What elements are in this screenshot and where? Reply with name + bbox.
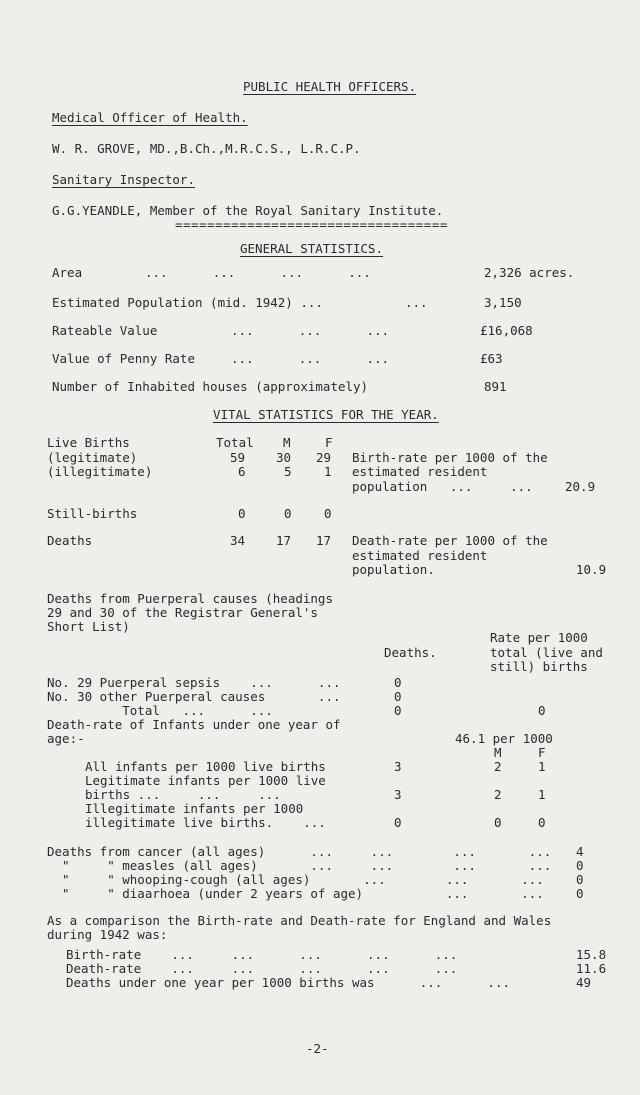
illegit-infants-label-1: Illegitimate infants per 1000 (85, 801, 304, 816)
still-total: 0 (238, 506, 246, 521)
area-label: Area (52, 265, 83, 280)
deaths-header: Deaths. (384, 645, 437, 660)
all-infants-f: 1 (538, 759, 546, 774)
legit-m: 30 (276, 450, 292, 465)
population-dots: ... (405, 295, 428, 310)
eng-infant-deaths-value: 49 (576, 975, 592, 990)
rateable-value: £16,068 (480, 323, 533, 338)
all-infants-total: 3 (394, 759, 402, 774)
eng-birth-rate-value: 15.8 (576, 947, 607, 962)
inhabited-label: Number of Inhabited houses (approximately) (52, 379, 369, 394)
cancer-deaths-value: 4 (576, 844, 584, 859)
area-dots: ... ... ... ... (145, 265, 371, 280)
rate-header-1: Rate per 1000 (490, 630, 588, 645)
puerperal-intro-1: Deaths from Puerperal causes (headings (47, 591, 333, 606)
puerperal-row-label: No. 30 other Puerperal causes ... (47, 689, 341, 704)
birth-rate-line1: Birth-rate per 1000 of the (352, 450, 548, 465)
eng-birth-rate-label: Birth-rate ... ... ... ... ... (66, 947, 458, 962)
diarrhoea-deaths-label: " " diaarhoea (under 2 years of age) ... ... (47, 886, 544, 901)
rateable-label: Rateable Value (52, 323, 158, 338)
puerperal-intro-2: 29 and 30 of the Registrar General's (47, 605, 318, 620)
officers-title: PUBLIC HEALTH OFFICERS. (243, 79, 417, 94)
col-m: M (283, 435, 291, 450)
whooping-cough-deaths-value: 0 (576, 872, 584, 887)
legit-total: 59 (230, 450, 246, 465)
legit-infants-label-1: Legitimate infants per 1000 live (85, 773, 326, 788)
birth-rate-value: 20.9 (565, 479, 596, 494)
legit-f: 29 (316, 450, 332, 465)
legit-infants-m: 2 (494, 787, 502, 802)
area-value: 2,326 acres. (484, 265, 575, 280)
illegit-f: 1 (324, 464, 332, 479)
illegit-infants-label-2: illegitimate live births. ... (85, 815, 326, 830)
measles-deaths-value: 0 (576, 858, 584, 873)
deaths-f: 17 (316, 533, 332, 548)
penny-rate-dots: ... ... ... (231, 351, 390, 366)
measles-deaths-label: " " measles (all ages) ... ... ... ... (47, 858, 552, 873)
rate-header-3: still) births (490, 659, 588, 674)
puerperal-row-label: No. 29 Puerperal sepsis ... ... (47, 675, 341, 690)
deaths-label: Deaths (47, 533, 93, 548)
legit-infants-total: 3 (394, 787, 402, 802)
death-rate-line2: estimated resident (352, 548, 488, 563)
rateable-dots: ... ... ... (231, 323, 390, 338)
puerperal-row-deaths: 0 (394, 689, 402, 704)
puerperal-intro-3: Short List) (47, 619, 130, 634)
legit-infants-label-2: births ... ... ... (85, 787, 281, 802)
still-births-label: Still-births (47, 506, 138, 521)
illegit-infants-f: 0 (538, 815, 546, 830)
all-infants-m: 2 (494, 759, 502, 774)
inhabited-value: 891 (484, 379, 507, 394)
comparison-intro-1: As a comparison the Birth-rate and Death-rate for England and Wales (47, 913, 552, 928)
si-name: G.G.YEANDLE, Member of the Royal Sanitary Institute. (52, 203, 444, 218)
eng-death-rate-value: 11.6 (576, 961, 607, 976)
illegit-total: 6 (238, 464, 246, 479)
puerperal-row-deaths: 0 (394, 675, 402, 690)
rate-header-2: total (live and (490, 645, 603, 660)
cancer-deaths-label: Deaths from cancer (all ages) ... ... ... ... (47, 844, 552, 859)
general-title: GENERAL STATISTICS. (240, 241, 383, 256)
si-heading: Sanitary Inspector. (52, 172, 195, 187)
moh-heading: Medical Officer of Health. (52, 110, 248, 125)
death-rate-line3: population. (352, 562, 435, 577)
col-f: F (325, 435, 333, 450)
still-f: 0 (324, 506, 332, 521)
whooping-cough-deaths-label: " " whooping-cough (all ages) ... ... ... (47, 872, 544, 887)
moh-name: W. R. GROVE, MD.,B.Ch.,M.R.C.S., L.R.C.P. (52, 141, 361, 156)
illegit-infants-total: 0 (394, 815, 402, 830)
col-total: Total (216, 435, 254, 450)
deaths-m: 17 (276, 533, 292, 548)
infant-col-f: F (538, 745, 546, 760)
infant-rate-line2: age:- (47, 731, 85, 746)
page-number: -2- (306, 1041, 329, 1056)
penny-rate-value: £63 (480, 351, 503, 366)
deaths-total: 34 (230, 533, 246, 548)
illegit-m: 5 (284, 464, 292, 479)
eng-infant-deaths-label: Deaths under one year per 1000 births was ... ... (66, 975, 511, 990)
comparison-intro-2: during 1942 was: (47, 927, 168, 942)
population-value: 3,150 (484, 295, 522, 310)
death-rate-value: 10.9 (576, 562, 607, 577)
divider: ================================== (175, 217, 448, 232)
puerperal-total-rate: 0 (538, 703, 546, 718)
illegitimate-label: (illegitimate) (47, 464, 153, 479)
penny-rate-label: Value of Penny Rate (52, 351, 195, 366)
diarrhoea-deaths-value: 0 (576, 886, 584, 901)
illegit-infants-m: 0 (494, 815, 502, 830)
death-rate-line1: Death-rate per 1000 of the (352, 533, 548, 548)
infant-col-m: M (494, 745, 502, 760)
birth-rate-line2: estimated resident (352, 464, 488, 479)
infant-rate-line1: Death-rate of Infants under one year of (47, 717, 341, 732)
puerperal-total-deaths: 0 (394, 703, 402, 718)
legitimate-label: (legitimate) (47, 450, 138, 465)
birth-rate-line3: population ... ... (352, 479, 533, 494)
vital-title: VITAL STATISTICS FOR THE YEAR. (213, 407, 439, 422)
live-births-label: Live Births (47, 435, 130, 450)
population-label: Estimated Population (mid. 1942) ... (52, 295, 323, 310)
still-m: 0 (284, 506, 292, 521)
infant-rate-value: 46.1 per 1000 (455, 731, 553, 746)
all-infants-label: All infants per 1000 live births (85, 759, 326, 774)
legit-infants-f: 1 (538, 787, 546, 802)
puerperal-total-label: Total ... ... (47, 703, 273, 718)
eng-death-rate-label: Death-rate ... ... ... ... ... (66, 961, 458, 976)
